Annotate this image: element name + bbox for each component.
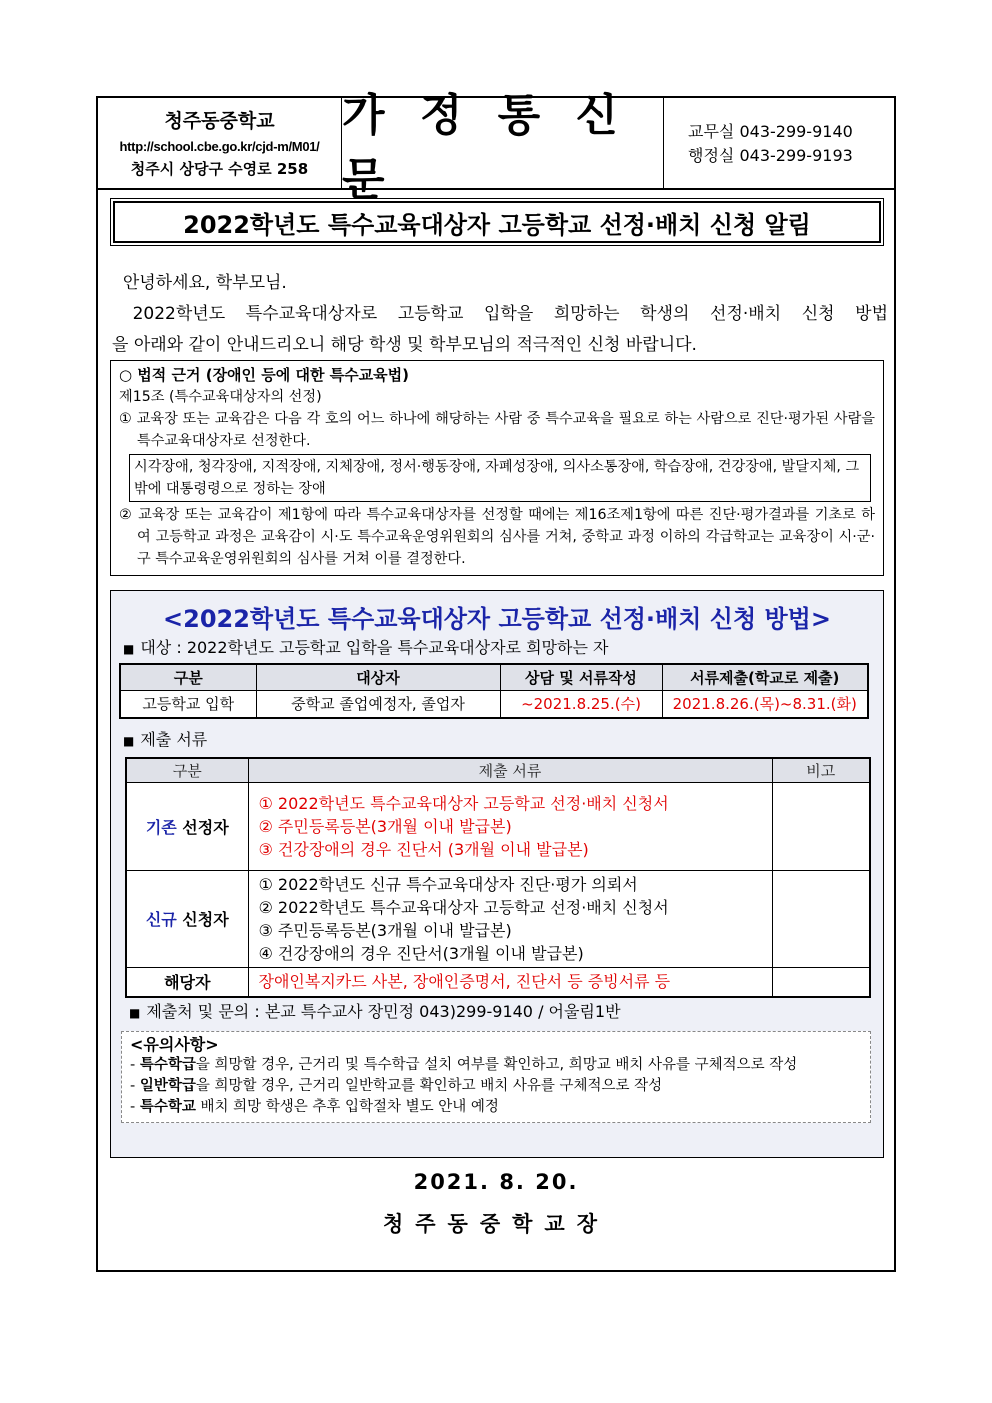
existing-note	[772, 782, 870, 870]
method-title: <2022학년도 특수교육대상자 고등학교 선정·배치 신청 방법>	[163, 605, 831, 633]
list-item: - 특수학급을 희망할 경우, 근거리 및 특수학급 설치 여부를 확인하고, 희망교 배치 사유를 구체적으로 작성	[130, 1057, 798, 1073]
bullet-icon: ■	[123, 642, 135, 656]
new-label: 신규 신청자	[126, 870, 248, 967]
col-consult: 상담 및 서류작성	[500, 664, 662, 690]
greeting	[112, 268, 888, 361]
list-item: - 특수학교 배치 희망 학생은 추후 입학절차 별도 안내 예정	[130, 1099, 499, 1115]
list-item: ③ 건강장애의 경우 진단서 (3개월 이내 발급본)	[258, 839, 589, 859]
legal-clause-2: ② 교육장 또는 교육감이 제1항에 따라 특수교육대상자를 선정할 때에는 제16조제1항에 따른 진단·평가결과를 기초로 하여 고등학교 과정은 교육감이 시·도 특수교육운영위원회의 심사를 거쳐, 중학교 과정 이하의 각급학교는 교육장이 시·군·구 특수교육운영위원회의 심사를 거쳐 이를 결정한다.	[119, 507, 875, 567]
legal-clause-1: ① 교육장 또는 교육감은 다음 각 호의 어느 하나에 해당하는 사람 중 특수교육을 필요로 하는 사람으로 진단·평가된 사람을 특수교육대상자로 선정한다.	[119, 411, 875, 449]
schedule-header-row	[120, 664, 868, 690]
legal-article: 제15조 (특수교육대상자의 선정)	[119, 389, 322, 405]
docs-line: ■ 제출 서류	[123, 730, 208, 749]
col-docs-list: 제출 서류	[248, 758, 772, 782]
cell-target: 중학교 졸업예정자, 졸업자	[256, 690, 500, 718]
legal-heading: ○ 법적 근거 (장애인 등에 대한 특수교육법)	[119, 366, 409, 384]
issue-date: 2021. 8. 20.	[413, 1170, 579, 1194]
bullet-icon: ■	[123, 734, 135, 748]
applicable-label: 해당자	[126, 967, 248, 997]
greeting-line-1: 안녕하세요, 학부모님.	[122, 273, 287, 293]
existing-label: 기존 선정자	[126, 782, 248, 870]
list-item: ② 2022학년도 특수교육대상자 고등학교 선정·배치 신청서	[258, 897, 669, 917]
newsletter-title-box	[342, 90, 664, 205]
table-row	[120, 690, 868, 718]
school-url[interactable]: http://school.cbe.go.kr/cjd-m/M01/	[119, 139, 320, 154]
list-item: - 일반학급을 희망할 경우, 근거리 일반학교를 확인하고 배치 사유를 구체적으로 작성	[130, 1078, 663, 1094]
col-docs-category: 구분	[126, 758, 248, 782]
cell-category: 고등학교 입학	[120, 690, 256, 718]
documents-table	[125, 757, 871, 998]
legal-basis-box	[110, 360, 884, 576]
list-item: ③ 주민등록등본(3개월 이내 발급본)	[258, 920, 512, 940]
caution-box	[121, 1031, 871, 1123]
table-row	[126, 870, 870, 967]
cell-consult-date: ~2021.8.25.(수)	[500, 690, 662, 718]
cell-submit-date: 2021.8.26.(목)~8.31.(화)	[662, 690, 868, 718]
existing-docs	[248, 782, 772, 870]
col-submit: 서류제출(학교로 제출)	[662, 664, 868, 690]
new-docs	[248, 870, 772, 967]
bullet-icon: ■	[129, 1006, 141, 1020]
applicable-docs: 장애인복지카드 사본, 장애인증명서, 진단서 등 증빙서류 등	[248, 967, 772, 997]
col-docs-note: 비고	[772, 758, 870, 782]
table-row	[126, 782, 870, 870]
phone-admin: 행정실 043-299-9193	[688, 146, 853, 165]
notice-title: 2022학년도 특수교육대상자 고등학교 선정·배치 신청 알림	[183, 210, 811, 239]
col-target: 대상자	[256, 664, 500, 690]
list-item: ① 2022학년도 특수교육대상자 고등학교 선정·배치 신청서	[258, 793, 669, 813]
table-row	[126, 967, 870, 997]
notice-title-box	[110, 198, 884, 246]
newsletter-header	[98, 90, 894, 205]
newsletter-title: 가 정 통 신 문	[342, 90, 628, 205]
col-category: 구분	[120, 664, 256, 690]
principal-signature: 청주동중학교장	[382, 1212, 609, 1236]
disability-list: 시각장애, 청각장애, 지적장애, 지체장애, 정서·행동장애, 자폐성장애, 의사소통장애, 학습장애, 건강장애, 발달지체, 그 밖에 대통령령으로 정하는 장애	[129, 454, 871, 502]
school-address: 청주시 상당구 수영로 258	[130, 160, 309, 178]
greeting-line-3: 을 아래와 같이 안내드리오니 해당 학생 및 학부모님의 적극적인 신청 바랍니다.	[112, 335, 697, 355]
contact-line: ■ 제출처 및 문의 : 본교 특수교사 장민정 043)299-9140 / 어울림1반	[129, 1002, 621, 1021]
greeting-line-2: 2022학년도 특수교육대상자로 고등학교 입학을 희망하는 학생의 선정·배치 신청 방법	[132, 304, 889, 324]
docs-header-row	[126, 758, 870, 782]
list-item: ④ 건강장애의 경우 진단서(3개월 이내 발급본)	[258, 943, 584, 963]
caution-heading: <유의사항>	[130, 1035, 219, 1054]
list-item: ② 주민등록등본(3개월 이내 발급본)	[258, 816, 512, 836]
applicable-note	[772, 967, 870, 997]
target-line: ■ 대상 : 2022학년도 고등학교 입학을 특수교육대상자로 희망하는 자	[123, 638, 609, 657]
application-method-box	[110, 590, 884, 1158]
new-note	[772, 870, 870, 967]
newsletter-frame	[96, 90, 896, 1272]
contact-phones	[688, 120, 853, 168]
list-item: ① 2022학년도 신규 특수교육대상자 진단·평가 의뢰서	[258, 874, 638, 894]
school-info	[98, 98, 342, 188]
school-name: 청주동중학교	[164, 110, 275, 132]
schedule-table	[119, 663, 869, 719]
phone-academic: 교무실 043-299-9140	[688, 122, 853, 141]
